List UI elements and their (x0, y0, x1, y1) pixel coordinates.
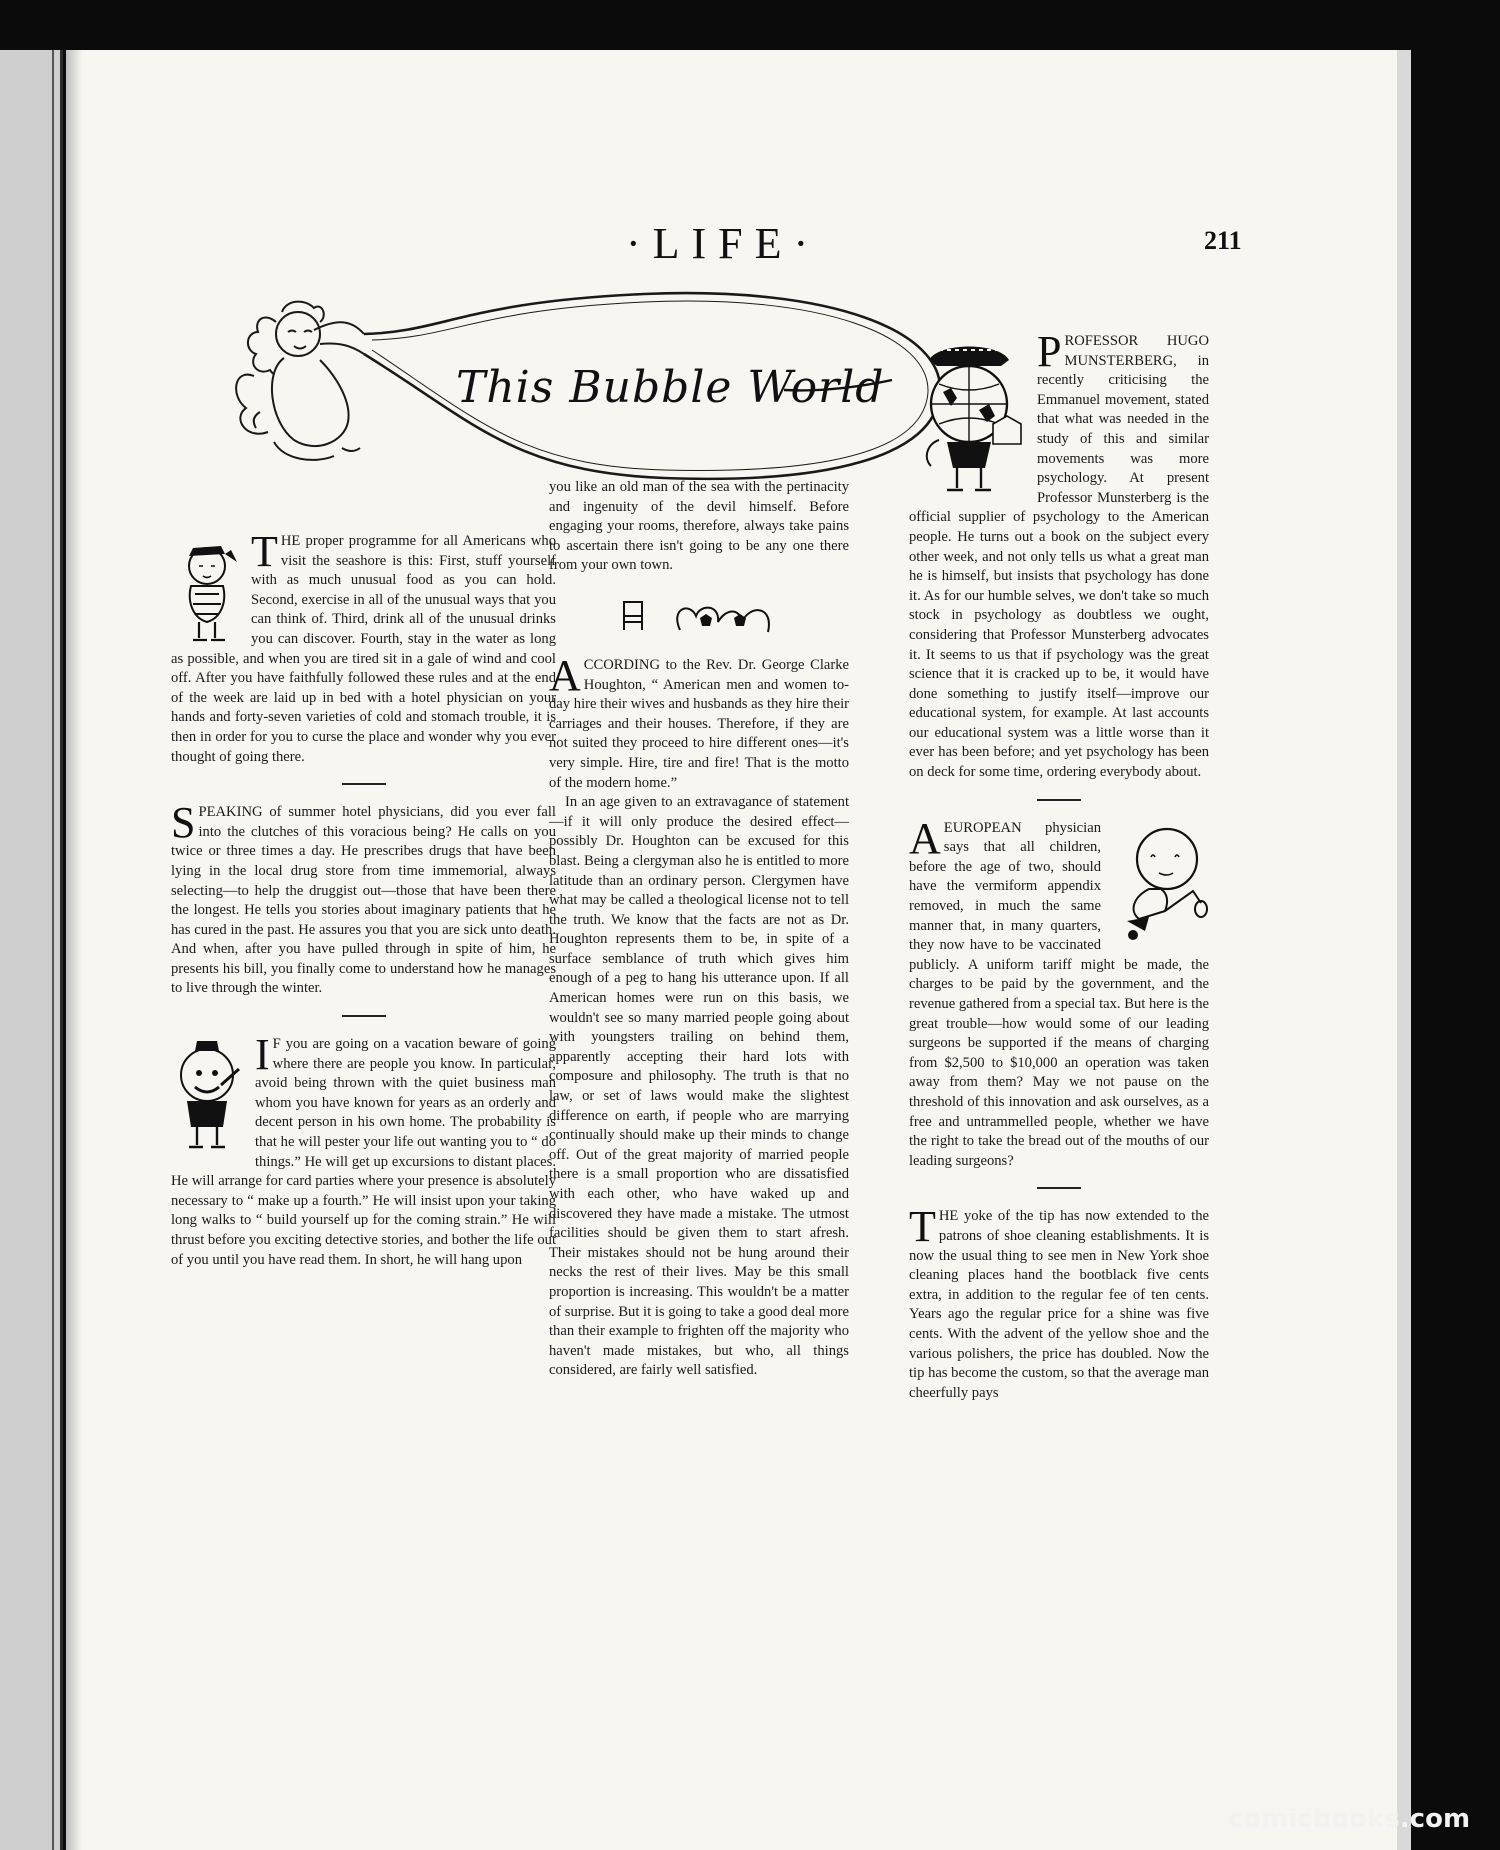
article-munsterberg (909, 327, 1209, 783)
section-divider (342, 783, 386, 785)
article-vacation (171, 1030, 556, 1270)
sailor-figure-icon (171, 532, 243, 644)
column-1 (171, 527, 556, 1276)
column-3 (909, 327, 1209, 1409)
article-text: HE proper programme for all Americans who visit the seashore is this: First, stuff yourself with as much unusual food as you can hold. Second, exercise in all of the unusual ways that you can think of. Third, drink all of the unusual drinks you can discover. Fourth, stay in the water as long as possible, and when you are tired sit in a gale of wind and cool off. After you have faithfully followed these rules and at the end of the week are laid up in bed with a hotel physician on your hands and forty-seven varieties of cold and stomach trouble, it is then in order for you to curse the place and wonder why you ever thought of going there. (171, 533, 556, 765)
dropcap: I (255, 1030, 270, 1080)
article-text: ROFESSOR HUGO MUNSTERBERG, in recently criticising the Emmanuel movement, stated that what was needed in the study of this and similar movements was more psychology. At present Professor Munsterberg is the official supplier of psychology to the American people. He turns out a book on the subject every other week, and not only tells us what a great man he is himself, but insists that psychology has done it. As for our humble selves, we don't take so much stock in psychology as doubtless we ought, considering that Professor Munsterberg advocates it. It seems to us that if psychology was the great science that it is cracked up to be, it would have done something to justify itself—improve our educational system, for example. At last accounts our educational system was a little worse than it ever has been before; and yet psychology has been on deck for some time, ordering everybody about. (909, 333, 1209, 781)
facing-page-edge (0, 50, 63, 1850)
dropcap: P (1037, 327, 1062, 376)
gutter-shadow (66, 50, 82, 1850)
section-divider (1037, 1187, 1081, 1189)
article-text: PEAKING of summer hotel physicians, did you ever fall into the clutches of this voracious being? He calls on you twice or three times a day. He prescribes drugs that have been lying in the local drug store from time immemorial, always selecting—to help the druggist out—those that have been there the longest. He tells you stories about imaginary patients that he has cured in the past. He assures you that you are sick unto death. And when, after you have pulled through in spite of him, he presents his bill, you finally come to understand how he manages to live through the winter. (171, 804, 556, 997)
cherub-illustration (236, 302, 364, 460)
dancing-figures-icon (670, 598, 780, 638)
decorative-vignette (549, 598, 849, 638)
dropcap: S (171, 798, 196, 848)
section-divider (1037, 799, 1081, 801)
page-rim (1397, 50, 1411, 1850)
article-appendix (909, 813, 1209, 1172)
bubble-world-banner (224, 272, 964, 497)
article-vacation-continued (549, 478, 849, 576)
article-shoe-tip (909, 1202, 1209, 1403)
column-2 (549, 478, 849, 1387)
dropcap: T (251, 527, 278, 576)
magazine-page (66, 50, 1411, 1850)
article-hotel-physicians (171, 798, 556, 999)
dropcap: A (549, 650, 581, 700)
chair-icon (618, 598, 648, 632)
page-number: 211 (1204, 226, 1242, 255)
article-text: HE yoke of the tip has now extended to the patrons of shoe cleaning establishments. It is now the usual thing to see men in New York shoe cleaning places hand the bootblack five cents extra, in addition to the regular fee of ten cents. Years ago the regular price for a shine was five cents. With the advent of the yellow shoe and the various polishers, the price has doubled. Now the tip has become the custom, so that the average man cheerfully pays (909, 1208, 1209, 1401)
dropcap: T (909, 1202, 936, 1252)
masthead: ·LIFE· (626, 219, 821, 268)
article-text: CCORDING to the Rev. Dr. George Clarke Houghton, “ American men and women to-day hire their wives and husbands as they hire their carriages and their houses. Therefore, if they are not suited they proceed to hire different ones—it's very simple. Hire, tire and fire! That is the motto of the modern home.” (549, 656, 849, 791)
article-text: EUROPEAN physician says that all children, before the age of two, should have the vermiform appendix removed, in much the same manner that, in many quarters, they now have to be vaccinated publicly. A uniform tariff might be made, the charges to be paid by the government, and the revenue gathered from a special tax. But here is the great trouble—how would some of our leading surgeons be supported if the means of charging from $2,500 to $10,000 an operation was taken away from them? May we not pause on the threshold of this innovation and ask ourselves, as a free and untrammelled people, whether we have the right to take the bread out of the mouths of our leading surgeons? (909, 819, 1209, 1169)
article-text: you like an old man of the sea with the pertinacity and ingenuity of the devil himself. Before engaging your rooms, therefore, always take pains to ascertain there isn't going to be any one there from your own town. (549, 479, 849, 574)
article-text: F you are going on a vacation beware of going where there are people you know. In particular, avoid being thrown with the quiet business man whom you have known for years as an orderly and decent person in his own home. The probability is that he will pester your life out wanting you to “ do things.” He will get up excursions to distant places. He will arrange for card parties where your presence is absolutely necessary to “ make up a fourth.” He will insist upon your taking long walks to “ build yourself up for the coming strain.” He will thrust before you exciting detective stories, and bother the life out of you until you have read them. In short, he will hang upon (171, 1036, 556, 1268)
watermark: comicbooks.com (1228, 1804, 1471, 1834)
businessman-figure-icon (171, 1035, 247, 1155)
article-seashore (171, 527, 556, 767)
globe-professor-icon (909, 332, 1029, 502)
section-divider (342, 1015, 386, 1017)
article-text: In an age given to an extravagance of statement—if it will only produce the desired effect—possibly Dr. Houghton can be excused for this blast. Being a clergyman also he is entitled to more latitude than an ordinary person. Clergymen have what may be called a theological license not to tell the truth. We know that the facts are not as Dr. Houghton represents them to be, in spite of a surface semblance of truth which gives him enough of a peg to hang his utterance upon. If all American homes were run on this basis, we wouldn't see so many married people going about with youngsters trailing on behind them, apparently accepting their hard lots with composure and philosophy. The truth is that no law, or set of laws would make the slightest difference on earth, if people who are marrying continually should make up their minds to change off. Out of the great majority of married people there is a small proportion who are dissatisfied with each other, who have waked up and discovered they have made a mistake. The utmost facilities should be given them to start afresh. Their mistakes should not be hung around their necks the rest of their lives. May be this small proportion is increasing. This wouldn't be a matter of surprise. But it is going to take a good deal more than their example to frighten off the majority who haven't made mistakes, but who, all things considered, are fairly well satisfied. (549, 794, 849, 1379)
banner-title: This Bubble World (456, 362, 885, 413)
article-houghton (549, 650, 849, 1381)
page-header (66, 218, 1411, 278)
infant-surgeon-icon (1109, 819, 1209, 947)
dropcap: A (909, 813, 941, 863)
